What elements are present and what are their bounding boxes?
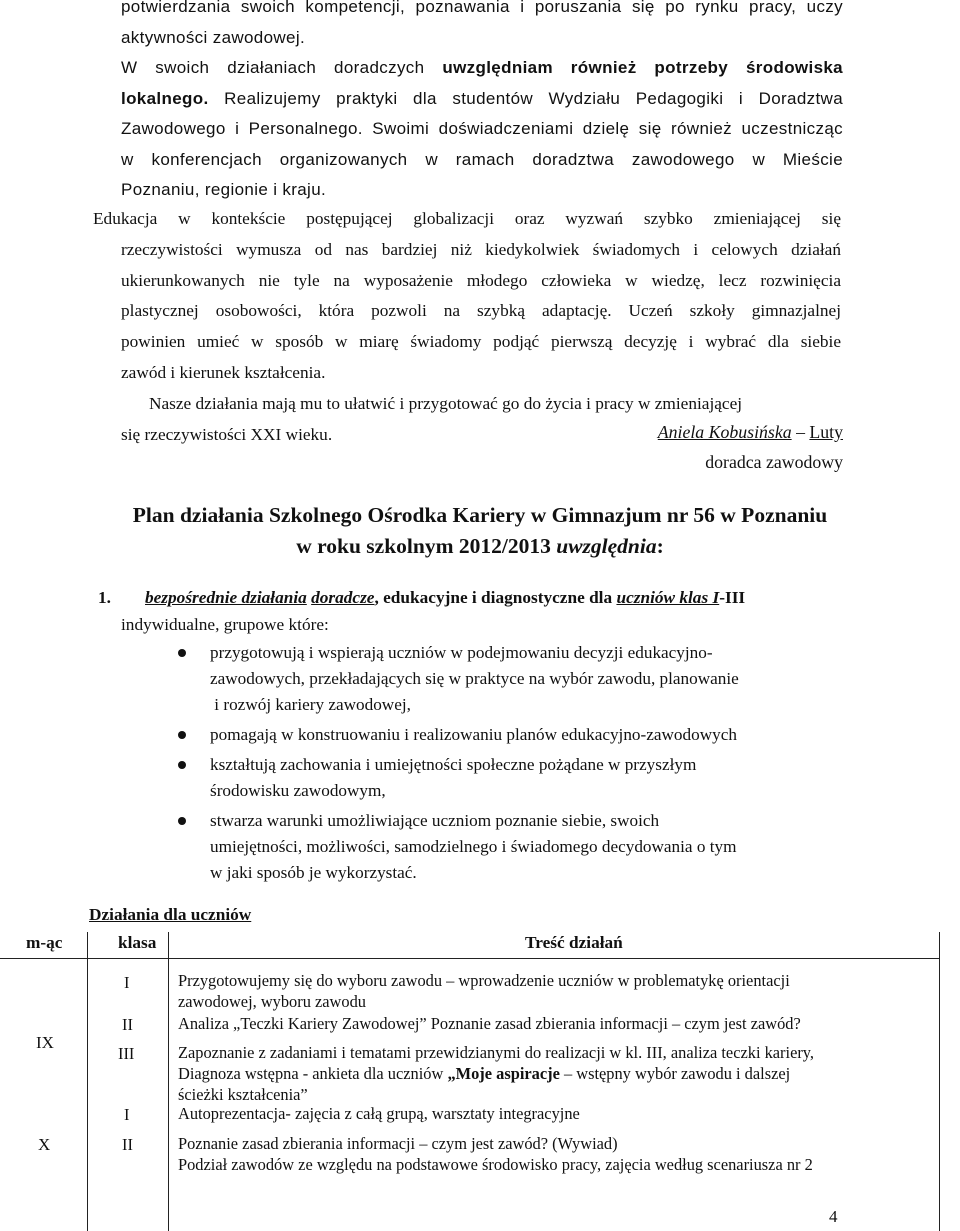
row-content xyxy=(178,1042,938,1105)
row-bold: „Moje aspiracje xyxy=(447,1064,560,1083)
plan-title-line1: Plan działania Szkolnego Ośrodka Kariery w Gimnazjum nr 56 w Poznaniu xyxy=(132,503,828,527)
row-content: Analiza „Teczki Kariery Zawodowej” Poznanie zasad zbierania informacji – czym jest zawód? xyxy=(178,1014,801,1033)
plan-title-colon: : xyxy=(656,534,664,558)
intro-line: w konferencjach organizowanych w ramach doradztwa zawodowego w Mieście xyxy=(121,149,843,169)
intro-bold: lokalnego. xyxy=(121,88,209,108)
intro-line: Zawodowego i Personalnego. Swoimi doświadczeniami dzielę się również uczestnicząc xyxy=(121,119,843,138)
month-x: X xyxy=(38,1135,51,1154)
row-line: Zapoznanie z zadaniami i tematami przewidzianymi do realizacji w kl. III, analiza teczki kariery, xyxy=(178,1043,815,1062)
header-content: Treść działań xyxy=(525,933,623,952)
intro-line: aktywności zawodowej. xyxy=(121,27,306,47)
bullet-line: przygotowują i wspierają uczniów w podejmowaniu decyzji edukacyjno- xyxy=(210,643,713,662)
signature-month: Luty xyxy=(809,422,843,442)
education-line: ukierunkowanych nie tyle na wyposażenie młodego człowieka w wiedzę, lecz rozwinięcia xyxy=(121,270,841,290)
table-col-line xyxy=(939,932,940,1231)
author-name: Aniela Kobusińska xyxy=(657,422,792,442)
page-number: 4 xyxy=(829,1207,838,1226)
plan-title-text: w roku szkolnym 2012/2013 xyxy=(296,534,557,558)
plan-title-italic: uwzględnia xyxy=(556,534,657,558)
row-class: III xyxy=(118,1044,135,1063)
point-1-line2: indywidualne, grupowe które: xyxy=(121,615,329,634)
education-line: Nasze działania mają mu to ułatwić i przygotować go do życia i pracy w zmieniającej xyxy=(149,393,743,413)
row-class: I xyxy=(124,973,130,992)
header-month: m-ąc xyxy=(26,933,63,952)
intro-text: Realizujemy praktyki dla studentów Wydziału Pedagogiki i Doradztwa xyxy=(208,88,843,108)
bullet-line: i rozwój kariery zawodowej, xyxy=(210,695,411,714)
table-col-line xyxy=(87,932,88,1231)
intro-text: W swoich działaniach doradczych xyxy=(121,58,443,77)
row-line: Podział zawodów ze względu na podstawowe środowisko pracy, zajęcia według scenariusza nr 2 xyxy=(178,1155,813,1174)
row-line: zawodowej, wyboru zawodu xyxy=(178,992,366,1011)
bullet-line: kształtują zachowania i umiejętności społeczne pożądane w przyszłym xyxy=(210,755,697,774)
education-line: rzeczywistości wymusza od nas bardziej niż kiedykolwiek świadomych i celowych działań xyxy=(121,239,841,259)
row-content xyxy=(178,970,938,1012)
author-role: doradca zawodowy xyxy=(705,452,843,472)
education-line: powinien umieć w sposób w miarę świadomy podjąć pierwszą decyzję i wybrać dla siebie xyxy=(121,332,841,352)
education-line: zawód i kierunek kształcenia. xyxy=(121,362,326,382)
row-line: Przygotowujemy się do wyboru zawodu – wprowadzenie uczniów w problematykę orientacji xyxy=(178,971,790,990)
bullet-line: stwarza warunki umożliwiające uczniom poznanie siebie, swoich xyxy=(210,811,660,830)
point-1-text: -III xyxy=(719,588,746,607)
point-1-italic: bezpośrednie działania xyxy=(145,588,307,607)
intro-line: Poznaniu, regionie i kraju. xyxy=(121,180,327,199)
bullet-line: zawodowych, przekładających się w praktyce na wybór zawodu, planowanie xyxy=(210,669,739,688)
table-col-line xyxy=(168,932,169,1231)
point-1-italic: doradcze xyxy=(311,588,375,607)
bullet-line: pomagają w konstruowaniu i realizowaniu planów edukacyjno-zawodowych xyxy=(210,725,737,744)
row-line: ścieżki kształcenia” xyxy=(178,1085,308,1104)
bullet-line: środowisku zawodowym, xyxy=(210,781,386,800)
row-class: II xyxy=(122,1135,133,1154)
header-class: klasa xyxy=(118,933,157,952)
row-content: Autoprezentacja- zajęcia z całą grupą, warsztaty integracyjne xyxy=(178,1104,580,1123)
signature-dash: – xyxy=(791,422,810,442)
row-text: Diagnoza wstępna - ankieta dla uczniów xyxy=(178,1064,448,1083)
education-line: Edukacja w kontekście postępującej globalizacji oraz wyzwań szybko zmieniającej się xyxy=(93,209,841,228)
month-ix: IX xyxy=(36,1033,54,1052)
bullet-line: w jaki sposób je wykorzystać. xyxy=(210,863,417,882)
intro-bold: uwzględniam również potrzeby środowiska xyxy=(442,58,843,77)
table-caption: Działania dla uczniów xyxy=(89,905,252,924)
education-line: się rzeczywistości XXI wieku. xyxy=(121,424,333,444)
row-class: II xyxy=(122,1015,133,1034)
point-1-number: 1. xyxy=(98,588,111,607)
row-line: Poznanie zasad zbierania informacji – czym jest zawód? (Wywiad) xyxy=(178,1134,618,1153)
education-line: plastycznej osobowości, która pozwoli na szybką adaptację. Uczeń szkoły gimnazjalnej xyxy=(121,301,841,321)
row-text: – wstępny wybór zawodu i dalszej xyxy=(559,1064,791,1083)
row-class: I xyxy=(124,1105,130,1124)
point-1-italic: uczniów klas I xyxy=(616,588,720,607)
row-line xyxy=(178,1063,938,1084)
table-header-line xyxy=(0,958,940,959)
bullet-line: umiejętności, możliwości, samodzielnego i świadomego decydowania o tym xyxy=(210,837,737,856)
intro-line: potwierdzania swoich kompetencji, poznawania i poruszania się po rynku pracy, uczy xyxy=(121,0,843,16)
row-content xyxy=(178,1133,938,1175)
point-1-text: , edukacyjne i diagnostyczne dla xyxy=(374,588,617,607)
